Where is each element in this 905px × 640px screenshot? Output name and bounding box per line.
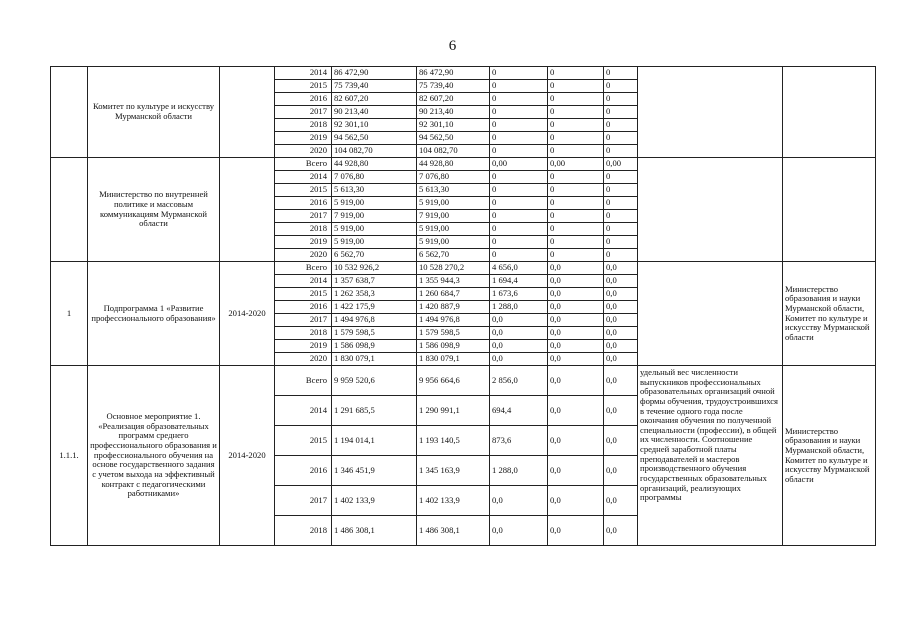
federal-cell: 4 656,0 bbox=[490, 262, 548, 275]
other-cell: 0,0 bbox=[604, 353, 638, 366]
budget-cell: 5 919,00 bbox=[417, 236, 490, 249]
year-cell: Всего bbox=[275, 262, 332, 275]
other-cell: 0 bbox=[604, 223, 638, 236]
other-cell: 0 bbox=[604, 236, 638, 249]
local-cell: 0 bbox=[548, 210, 604, 223]
local-cell: 0 bbox=[548, 236, 604, 249]
total-cell: 5 613,30 bbox=[332, 184, 417, 197]
total-cell: 1 291 685,5 bbox=[332, 396, 417, 426]
year-cell: 2018 bbox=[275, 327, 332, 340]
federal-cell: 0,0 bbox=[490, 314, 548, 327]
federal-cell: 0 bbox=[490, 106, 548, 119]
local-cell: 0 bbox=[548, 223, 604, 236]
local-cell: 0 bbox=[548, 93, 604, 106]
year-cell: 2016 bbox=[275, 93, 332, 106]
local-cell: 0,0 bbox=[548, 327, 604, 340]
indicator-cell: удельный вес численности выпускников профессиональных образовательных организаций очной формы обучения, трудоустроившихся в течение одного года после окончания обучения по полученной специальности (профессии), в общей их численности. Соотношение средней заработной платы преподавателей и мастеров производственного обучения государственных образовательных организаций, реализующих программы bbox=[638, 366, 783, 546]
period-cell: 2014-2020 bbox=[220, 366, 275, 546]
federal-cell: 0 bbox=[490, 171, 548, 184]
other-cell: 0,0 bbox=[604, 314, 638, 327]
year-cell: 2020 bbox=[275, 145, 332, 158]
total-cell: 1 830 079,1 bbox=[332, 353, 417, 366]
year-cell: 2017 bbox=[275, 486, 332, 516]
total-cell: 75 739,40 bbox=[332, 80, 417, 93]
total-cell: 86 472,90 bbox=[332, 67, 417, 80]
local-cell: 0,0 bbox=[548, 486, 604, 516]
table-row bbox=[51, 262, 884, 275]
year-cell: 2020 bbox=[275, 249, 332, 262]
other-cell: 0 bbox=[604, 80, 638, 93]
budget-cell: 1 486 308,1 bbox=[417, 516, 490, 546]
other-cell: 0 bbox=[604, 171, 638, 184]
total-cell: 44 928,80 bbox=[332, 158, 417, 171]
budget-cell: 104 082,70 bbox=[417, 145, 490, 158]
local-cell: 0 bbox=[548, 132, 604, 145]
budget-cell: 1 193 140,5 bbox=[417, 426, 490, 456]
local-cell: 0,0 bbox=[548, 426, 604, 456]
other-cell: 0,0 bbox=[604, 288, 638, 301]
budget-cell: 5 919,00 bbox=[417, 223, 490, 236]
year-cell: 2019 bbox=[275, 340, 332, 353]
other-cell: 0,0 bbox=[604, 275, 638, 288]
local-cell: 0,0 bbox=[548, 396, 604, 426]
edge-cell bbox=[876, 262, 884, 366]
other-cell: 0 bbox=[604, 210, 638, 223]
total-cell: 5 919,00 bbox=[332, 236, 417, 249]
budget-cell: 10 528 270,2 bbox=[417, 262, 490, 275]
budget-cell: 1 402 133,9 bbox=[417, 486, 490, 516]
executor-cell bbox=[783, 67, 876, 158]
year-cell: Всего bbox=[275, 366, 332, 396]
year-cell: 2016 bbox=[275, 456, 332, 486]
year-cell: 2016 bbox=[275, 197, 332, 210]
budget-cell: 90 213,40 bbox=[417, 106, 490, 119]
local-cell: 0,0 bbox=[548, 456, 604, 486]
budget-cell: 1 420 887,9 bbox=[417, 301, 490, 314]
other-cell: 0,0 bbox=[604, 456, 638, 486]
federal-cell: 1 288,0 bbox=[490, 456, 548, 486]
table-row bbox=[51, 67, 884, 80]
total-cell: 1 346 451,9 bbox=[332, 456, 417, 486]
other-cell: 0,0 bbox=[604, 327, 638, 340]
indicator-cell bbox=[638, 67, 783, 158]
indicator-cell bbox=[638, 262, 783, 366]
edge-cell bbox=[876, 67, 884, 158]
federal-cell: 0 bbox=[490, 223, 548, 236]
total-cell: 1 402 133,9 bbox=[332, 486, 417, 516]
year-cell: 2018 bbox=[275, 119, 332, 132]
federal-cell: 0,00 bbox=[490, 158, 548, 171]
federal-cell: 0,0 bbox=[490, 353, 548, 366]
federal-cell: 0 bbox=[490, 93, 548, 106]
local-cell: 0,0 bbox=[548, 340, 604, 353]
local-cell: 0,0 bbox=[548, 314, 604, 327]
budget-cell: 82 607,20 bbox=[417, 93, 490, 106]
federal-cell: 0 bbox=[490, 184, 548, 197]
period-cell bbox=[220, 67, 275, 158]
other-cell: 0,0 bbox=[604, 366, 638, 396]
local-cell: 0,00 bbox=[548, 158, 604, 171]
period-cell bbox=[220, 158, 275, 262]
federal-cell: 0,0 bbox=[490, 486, 548, 516]
year-cell: 2019 bbox=[275, 132, 332, 145]
year-cell: 2017 bbox=[275, 106, 332, 119]
item-name-cell: Подпрограмма 1 «Развитие профессионального образования» bbox=[88, 262, 220, 366]
local-cell: 0 bbox=[548, 145, 604, 158]
federal-cell: 1 673,6 bbox=[490, 288, 548, 301]
federal-cell: 0 bbox=[490, 80, 548, 93]
local-cell: 0,0 bbox=[548, 516, 604, 546]
executor-cell bbox=[783, 158, 876, 262]
other-cell: 0,0 bbox=[604, 516, 638, 546]
federal-cell: 0 bbox=[490, 197, 548, 210]
local-cell: 0 bbox=[548, 184, 604, 197]
budget-cell: 1 586 098,9 bbox=[417, 340, 490, 353]
local-cell: 0 bbox=[548, 249, 604, 262]
period-cell: 2014-2020 bbox=[220, 262, 275, 366]
item-number-cell: 1 bbox=[51, 262, 88, 366]
total-cell: 104 082,70 bbox=[332, 145, 417, 158]
other-cell: 0,00 bbox=[604, 158, 638, 171]
year-cell: Всего bbox=[275, 158, 332, 171]
total-cell: 92 301,10 bbox=[332, 119, 417, 132]
table-body bbox=[51, 67, 884, 546]
total-cell: 1 262 358,3 bbox=[332, 288, 417, 301]
year-cell: 2018 bbox=[275, 223, 332, 236]
other-cell: 0,0 bbox=[604, 262, 638, 275]
other-cell: 0 bbox=[604, 67, 638, 80]
budget-cell: 1 830 079,1 bbox=[417, 353, 490, 366]
year-cell: 2020 bbox=[275, 353, 332, 366]
item-number-cell bbox=[51, 158, 88, 262]
budget-cell: 1 494 976,8 bbox=[417, 314, 490, 327]
budget-cell: 7 076,80 bbox=[417, 171, 490, 184]
item-number-cell bbox=[51, 67, 88, 158]
total-cell: 7 076,80 bbox=[332, 171, 417, 184]
budget-cell: 1 355 944,3 bbox=[417, 275, 490, 288]
total-cell: 5 919,00 bbox=[332, 197, 417, 210]
budget-cell: 86 472,90 bbox=[417, 67, 490, 80]
year-cell: 2018 bbox=[275, 516, 332, 546]
local-cell: 0,0 bbox=[548, 301, 604, 314]
indicator-cell bbox=[638, 158, 783, 262]
other-cell: 0,0 bbox=[604, 301, 638, 314]
budget-cell: 1 579 598,5 bbox=[417, 327, 490, 340]
item-number-cell: 1.1.1. bbox=[51, 366, 88, 546]
other-cell: 0 bbox=[604, 93, 638, 106]
other-cell: 0 bbox=[604, 197, 638, 210]
budget-cell: 9 956 664,6 bbox=[417, 366, 490, 396]
federal-cell: 0,0 bbox=[490, 516, 548, 546]
year-cell: 2017 bbox=[275, 210, 332, 223]
year-cell: 2014 bbox=[275, 171, 332, 184]
other-cell: 0 bbox=[604, 184, 638, 197]
year-cell: 2014 bbox=[275, 275, 332, 288]
edge-cell bbox=[876, 158, 884, 262]
item-name-cell: Комитет по культуре и искусству Мурманской области bbox=[88, 67, 220, 158]
total-cell: 1 194 014,1 bbox=[332, 426, 417, 456]
budget-cell: 75 739,40 bbox=[417, 80, 490, 93]
edge-cell bbox=[876, 366, 884, 546]
year-cell: 2014 bbox=[275, 67, 332, 80]
total-cell: 1 486 308,1 bbox=[332, 516, 417, 546]
budget-cell: 5 613,30 bbox=[417, 184, 490, 197]
local-cell: 0,0 bbox=[548, 353, 604, 366]
total-cell: 1 579 598,5 bbox=[332, 327, 417, 340]
federal-cell: 0,0 bbox=[490, 327, 548, 340]
total-cell: 5 919,00 bbox=[332, 223, 417, 236]
total-cell: 1 422 175,9 bbox=[332, 301, 417, 314]
total-cell: 6 562,70 bbox=[332, 249, 417, 262]
year-cell: 2016 bbox=[275, 301, 332, 314]
federal-cell: 0 bbox=[490, 210, 548, 223]
budget-cell: 1 290 991,1 bbox=[417, 396, 490, 426]
table-row bbox=[51, 366, 884, 396]
total-cell: 1 357 638,7 bbox=[332, 275, 417, 288]
federal-cell: 0 bbox=[490, 145, 548, 158]
federal-cell: 0 bbox=[490, 119, 548, 132]
year-cell: 2019 bbox=[275, 236, 332, 249]
year-cell: 2014 bbox=[275, 396, 332, 426]
other-cell: 0 bbox=[604, 132, 638, 145]
other-cell: 0 bbox=[604, 119, 638, 132]
page-number: 6 bbox=[448, 38, 457, 54]
federal-cell: 0 bbox=[490, 67, 548, 80]
federal-cell: 0,0 bbox=[490, 340, 548, 353]
other-cell: 0,0 bbox=[604, 396, 638, 426]
total-cell: 82 607,20 bbox=[332, 93, 417, 106]
local-cell: 0,0 bbox=[548, 262, 604, 275]
total-cell: 9 959 520,6 bbox=[332, 366, 417, 396]
other-cell: 0,0 bbox=[604, 486, 638, 516]
other-cell: 0 bbox=[604, 249, 638, 262]
budget-cell: 1 345 163,9 bbox=[417, 456, 490, 486]
federal-cell: 0 bbox=[490, 132, 548, 145]
year-cell: 2017 bbox=[275, 314, 332, 327]
budget-cell: 92 301,10 bbox=[417, 119, 490, 132]
other-cell: 0 bbox=[604, 106, 638, 119]
year-cell: 2015 bbox=[275, 426, 332, 456]
table-row bbox=[51, 158, 884, 171]
total-cell: 10 532 926,2 bbox=[332, 262, 417, 275]
local-cell: 0 bbox=[548, 80, 604, 93]
local-cell: 0 bbox=[548, 119, 604, 132]
other-cell: 0 bbox=[604, 145, 638, 158]
other-cell: 0,0 bbox=[604, 426, 638, 456]
total-cell: 94 562,50 bbox=[332, 132, 417, 145]
federal-cell: 2 856,0 bbox=[490, 366, 548, 396]
executor-cell: Министерство образования и науки Мурманской области, Комитет по культуре и искусству Мурманской области bbox=[783, 262, 876, 366]
budget-cell: 44 928,80 bbox=[417, 158, 490, 171]
total-cell: 1 494 976,8 bbox=[332, 314, 417, 327]
item-name-cell: Основное мероприятие 1. «Реализация образовательных программ среднего профессионального образования и профессионального обучения на основе государственного задания с учетом выхода на эффективный контракт с педагогическими работниками» bbox=[88, 366, 220, 546]
budget-cell: 6 562,70 bbox=[417, 249, 490, 262]
local-cell: 0,0 bbox=[548, 288, 604, 301]
year-cell: 2015 bbox=[275, 80, 332, 93]
local-cell: 0 bbox=[548, 67, 604, 80]
budget-cell: 7 919,00 bbox=[417, 210, 490, 223]
local-cell: 0,0 bbox=[548, 366, 604, 396]
year-cell: 2015 bbox=[275, 184, 332, 197]
executor-cell: Министерство образования и науки Мурманской области, Комитет по культуре и искусству Мурманской области bbox=[783, 366, 876, 546]
local-cell: 0 bbox=[548, 171, 604, 184]
total-cell: 7 919,00 bbox=[332, 210, 417, 223]
local-cell: 0 bbox=[548, 197, 604, 210]
program-finance-table bbox=[50, 66, 884, 546]
local-cell: 0 bbox=[548, 106, 604, 119]
budget-cell: 94 562,50 bbox=[417, 132, 490, 145]
budget-cell: 1 260 684,7 bbox=[417, 288, 490, 301]
total-cell: 1 586 098,9 bbox=[332, 340, 417, 353]
local-cell: 0,0 bbox=[548, 275, 604, 288]
item-name-cell: Министерство по внутренней политике и массовым коммуникациям Мурманской области bbox=[88, 158, 220, 262]
federal-cell: 873,6 bbox=[490, 426, 548, 456]
federal-cell: 694,4 bbox=[490, 396, 548, 426]
total-cell: 90 213,40 bbox=[332, 106, 417, 119]
federal-cell: 0 bbox=[490, 236, 548, 249]
budget-cell: 5 919,00 bbox=[417, 197, 490, 210]
federal-cell: 1 694,4 bbox=[490, 275, 548, 288]
federal-cell: 0 bbox=[490, 249, 548, 262]
year-cell: 2015 bbox=[275, 288, 332, 301]
other-cell: 0,0 bbox=[604, 340, 638, 353]
federal-cell: 1 288,0 bbox=[490, 301, 548, 314]
